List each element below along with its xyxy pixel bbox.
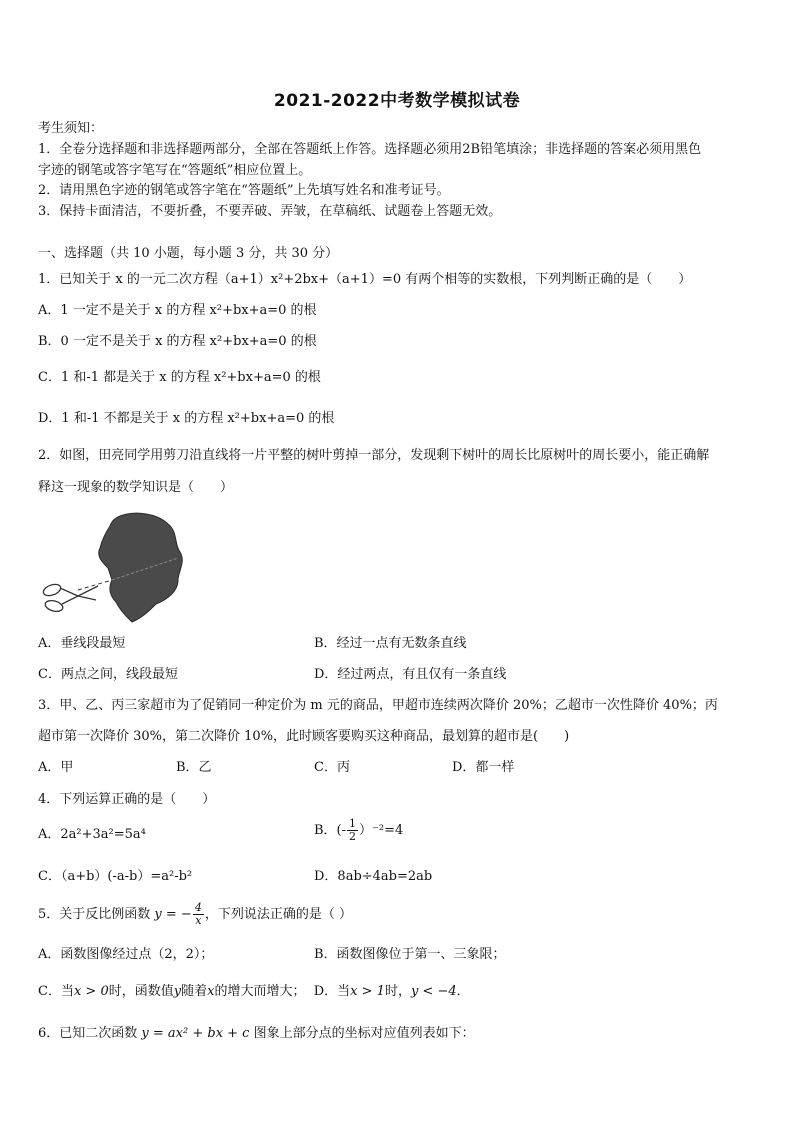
option-c-var-x: x <box>207 984 215 999</box>
fraction-denominator: 2 <box>349 830 357 843</box>
option-d-result: y < −4 <box>410 984 457 999</box>
question-2-stem: 2．如图，田亮同学用剪刀沿直线将一片平整的树叶剪掉一部分，发现剩下树叶的周长比原树叶的周长要小，能正确解 <box>38 448 710 463</box>
question-4-option-a: A．2a²+3a²=5a⁴ <box>38 827 146 842</box>
question-3-option-a: A．甲 <box>38 760 74 775</box>
question-5-option-b: B．函数图像位于第一、三象限； <box>314 947 506 962</box>
notice-item: 字迹的钢笔或答字笔写在“答题纸”相应位置上。 <box>38 163 312 178</box>
question-5-options-cd <box>38 982 470 1002</box>
question-3-option-b: B．乙 <box>176 760 212 775</box>
scissors-icon <box>42 582 98 613</box>
question-3-stem: 3．甲、乙、丙三家超市为了促销同一种定价为 m 元的商品，甲超市连续两次降价 20%；乙超市一次性降价 40%；丙 <box>38 698 718 713</box>
fraction <box>347 818 358 843</box>
page-title: 2021-2022中考数学模拟试卷 <box>273 91 521 111</box>
question-3-stem-cont: 超市第一次降价 30%，第二次降价 10%，此时顾客要购买这种商品，最划算的超市是( ) <box>38 729 570 744</box>
option-d-condition: x > 1 <box>350 984 385 999</box>
option-b-suffix: ）⁻²=4 <box>359 823 404 838</box>
fraction-numerator: 1 <box>349 817 357 830</box>
question-1-option-c: C．1 和-1 都是关于 x 的方程 x²+bx+a=0 的根 <box>38 370 321 385</box>
notice-item: 3．保持卡面清洁，不要折叠，不要弄破、弄皱，在草稿纸、试题卷上答题无效。 <box>38 204 502 219</box>
question-6-stem <box>38 1024 475 1044</box>
question-2-option-b: B．经过一点有无数条直线 <box>314 636 467 651</box>
option-d-suffix: ． <box>456 984 470 999</box>
question-1-stem: 1．已知关于 x 的一元二次方程（a+1）x²+2bx+（a+1）=0 有两个相等的实数根，下列判断正确的是（ ） <box>38 272 692 287</box>
option-c-text: 时，函数值 <box>108 984 174 999</box>
stem-suffix: ，下列说法正确的是（ ） <box>204 907 352 922</box>
function-lhs: y = − <box>154 907 192 922</box>
leaf-scissors-figure <box>38 510 186 626</box>
stem-prefix: 5．关于反比例函数 <box>38 907 151 922</box>
option-d-prefix: D．当 <box>313 984 351 999</box>
option-c-prefix: C．当 <box>38 984 74 999</box>
question-2-stem-cont: 释这一现象的数学知识是（ ） <box>38 480 234 495</box>
option-d-text: 时， <box>384 984 411 999</box>
notice-item: 2．请用黑色字迹的钢笔或答字笔在“答题纸”上先填写姓名和准考证号。 <box>38 183 450 198</box>
option-c-suffix: 的增大而增大； <box>214 984 306 999</box>
question-2-option-a: A．垂线段最短 <box>38 636 126 651</box>
question-2-option-d: D．经过两点，有且仅有一条直线 <box>314 667 507 682</box>
question-4-stem: 4．下列运算正确的是（ ） <box>38 792 216 807</box>
option-b-prefix: B．(- <box>314 823 347 838</box>
leaf-shape <box>99 513 183 622</box>
question-4-option-b <box>314 818 403 843</box>
notice-item: 1．全卷分选择题和非选择题两部分，全部在答题纸上作答。选择题必须用2B铅笔填涂；非选择题的答案必须用黑色 <box>38 142 702 157</box>
function-expression: y = ax² + bx + c <box>141 1026 250 1041</box>
question-1-option-a: A．1 一定不是关于 x 的方程 x²+bx+a=0 的根 <box>38 303 317 318</box>
notice-heading: 考生须知： <box>38 121 104 136</box>
question-4-option-c: C．（a+b）(-a-b）=a²-b² <box>38 869 193 884</box>
option-c-text2: 随着 <box>181 984 208 999</box>
question-1-option-d: D．1 和-1 不都是关于 x 的方程 x²+bx+a=0 的根 <box>38 411 335 426</box>
fraction <box>193 902 204 927</box>
question-2-option-c: C．两点之间，线段最短 <box>38 667 178 682</box>
option-c-var-y: y <box>173 984 182 999</box>
option-c-condition: x > 0 <box>73 984 109 999</box>
question-3-option-c: C．丙 <box>314 760 350 775</box>
question-1-option-b: B．0 一定不是关于 x 的方程 x²+bx+a=0 的根 <box>38 334 317 349</box>
fraction-denominator: x <box>195 914 202 927</box>
question-3-option-d: D．都一样 <box>452 760 515 775</box>
stem-prefix: 6．已知二次函数 <box>38 1026 138 1041</box>
question-5-option-a: A．函数图像经过点（2，2）； <box>38 947 214 962</box>
section-heading: 一、选择题（共 10 小题，每小题 3 分，共 30 分） <box>38 246 339 261</box>
question-4-option-d: D．8ab÷4ab=2ab <box>314 869 433 884</box>
question-5-stem <box>38 902 352 927</box>
fraction-numerator: 4 <box>194 901 202 914</box>
stem-suffix: 图象上部分点的坐标对应值列表如下： <box>253 1026 475 1041</box>
